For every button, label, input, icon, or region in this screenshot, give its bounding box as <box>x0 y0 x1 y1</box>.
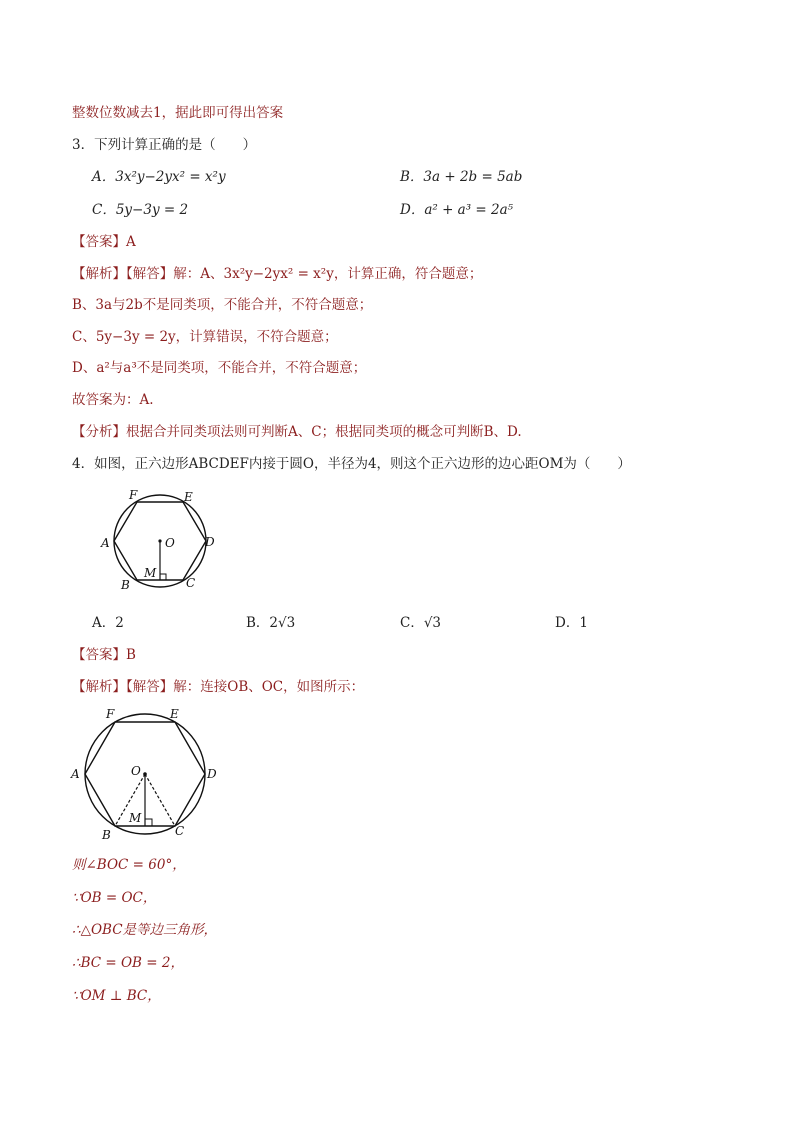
q4-option-d: D．1 <box>555 615 588 631</box>
q3-analysis-line-5: 故答案为：A. <box>72 392 154 408</box>
label-a: A <box>71 767 80 781</box>
label-a: A <box>101 536 110 550</box>
q4-step-1: 则∠BOC = 60°， <box>72 857 186 873</box>
label-d: D <box>207 767 217 781</box>
q4-stem: 4．如图，正六边形ABCDEF内接于圆O，半径为4，则这个正六边形的边心距OM为（ ） <box>72 456 631 472</box>
q3-option-a: A．3x²y−2yx² = x²y <box>92 169 226 185</box>
label-b: B <box>102 828 111 842</box>
label-c: C <box>186 576 196 590</box>
label-o: O <box>165 536 175 550</box>
label-e: E <box>170 707 179 721</box>
q4-option-c: C．√3 <box>400 615 442 631</box>
label-o: O <box>131 764 141 778</box>
q4-step-2: ∵OB = OC， <box>72 890 157 906</box>
q3-answer: 【答案】A <box>72 234 136 250</box>
q3-analysis-line-6: 【分析】根据合并同类项法则可判断A、C；根据同类项的概念可判断B、D. <box>72 424 522 440</box>
q3-analysis-line-1: 【解析】【解答】解：A、3x²y−2yx² = x²y，计算正确，符合题意； <box>72 266 483 282</box>
q4-answer: 【答案】B <box>72 647 136 663</box>
q4-step-3: ∴△OBC是等边三角形， <box>72 922 218 938</box>
q3-option-b: B．3a + 2b = 5ab <box>400 169 523 185</box>
previous-analysis-line: 整数位数减去1，据此即可得出答案 <box>72 105 284 121</box>
q3-analysis-line-2: B、3a与2b不是同类项，不能合并，不符合题意； <box>72 297 373 313</box>
q4-analysis-text: 【解析】【解答】解：连接OB、OC，如图所示： <box>72 679 365 695</box>
label-c: C <box>175 824 185 838</box>
q3-option-d: D．a² + a³ = 2a⁵ <box>400 202 514 218</box>
q4-step-5: ∵OM ⊥ BC， <box>72 988 161 1004</box>
hexagon-figure-1 <box>98 485 223 590</box>
q3-stem: 3．下列计算正确的是（ ） <box>72 137 257 153</box>
label-e: E <box>184 490 193 504</box>
label-m: M <box>144 566 157 580</box>
label-m: M <box>129 811 142 825</box>
q4-analysis-line-1 <box>72 675 364 695</box>
q4-step-4: ∴BC = OB = 2， <box>72 955 184 971</box>
q3-analysis-line-4: D、a²与a³不是同类项，不能合并，不符合题意； <box>72 360 367 376</box>
label-f: F <box>129 488 138 502</box>
label-b: B <box>121 578 130 590</box>
label-d: D <box>205 535 215 549</box>
q3-analysis-line-3: C、5y−3y = 2y，计算错误，不符合题意； <box>72 329 338 345</box>
hexagon-figure-2 <box>68 703 223 843</box>
label-f: F <box>106 707 115 721</box>
q3-option-c: C．5y−3y = 2 <box>92 202 189 218</box>
q4-option-a: A．2 <box>92 615 124 631</box>
q4-option-b: B．2√3 <box>246 615 296 631</box>
